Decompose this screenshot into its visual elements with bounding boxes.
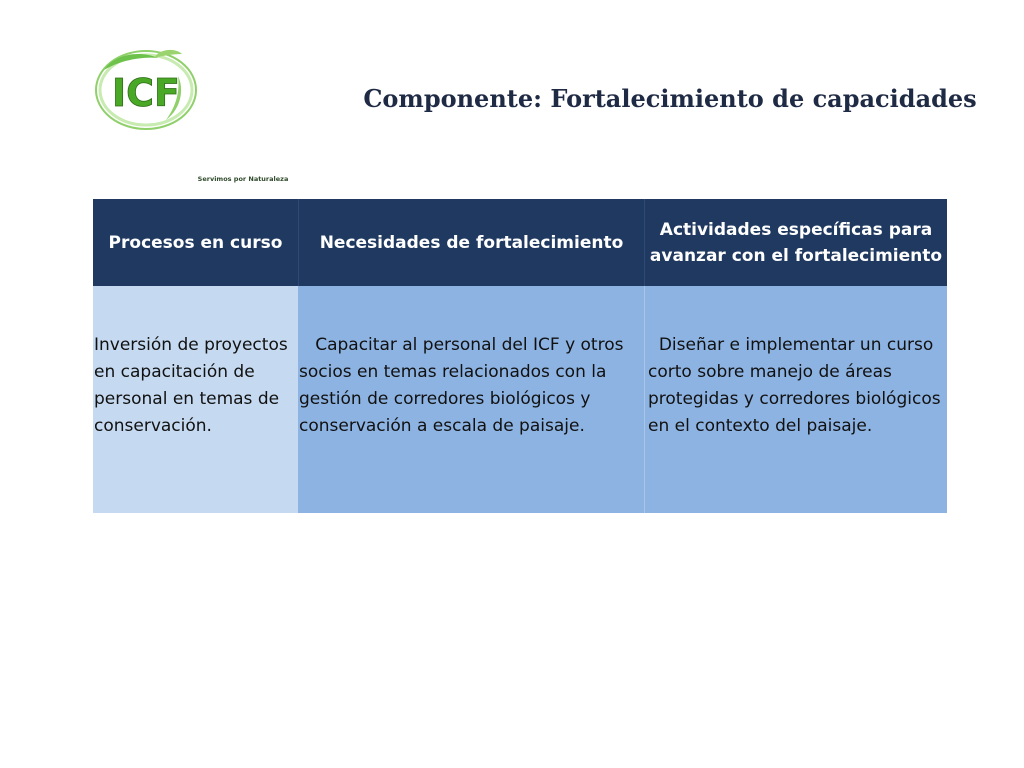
logo-tagline: Servimos por Naturaleza bbox=[197, 175, 289, 183]
logo-text: ICF bbox=[112, 71, 180, 115]
cell-necesidades: Capacitar al personal del ICF y otros socios en temas relacionados con la gestión de corredores biológicos y conservación a escala de paisaje. bbox=[298, 286, 644, 513]
table-header-row bbox=[93, 199, 947, 286]
header-actividades: Actividades específicas para avanzar con el fortalecimiento bbox=[644, 199, 947, 286]
table-row bbox=[93, 286, 947, 513]
cell-procesos: Inversión de proyectos en capacitación de personal en temas de conservación. bbox=[93, 286, 298, 513]
slide-title: Componente: Fortalecimiento de capacidades bbox=[363, 84, 977, 113]
cell-actividades: Diseñar e implementar un curso corto sobre manejo de áreas protegidas y corredores biológicos en el contexto del paisaje. bbox=[644, 286, 947, 513]
header-procesos: Procesos en curso bbox=[93, 199, 298, 286]
icf-logo bbox=[92, 48, 289, 183]
capacity-table bbox=[93, 199, 947, 513]
icf-logo-graphic bbox=[92, 48, 204, 132]
header-necesidades: Necesidades de fortalecimiento bbox=[298, 199, 644, 286]
